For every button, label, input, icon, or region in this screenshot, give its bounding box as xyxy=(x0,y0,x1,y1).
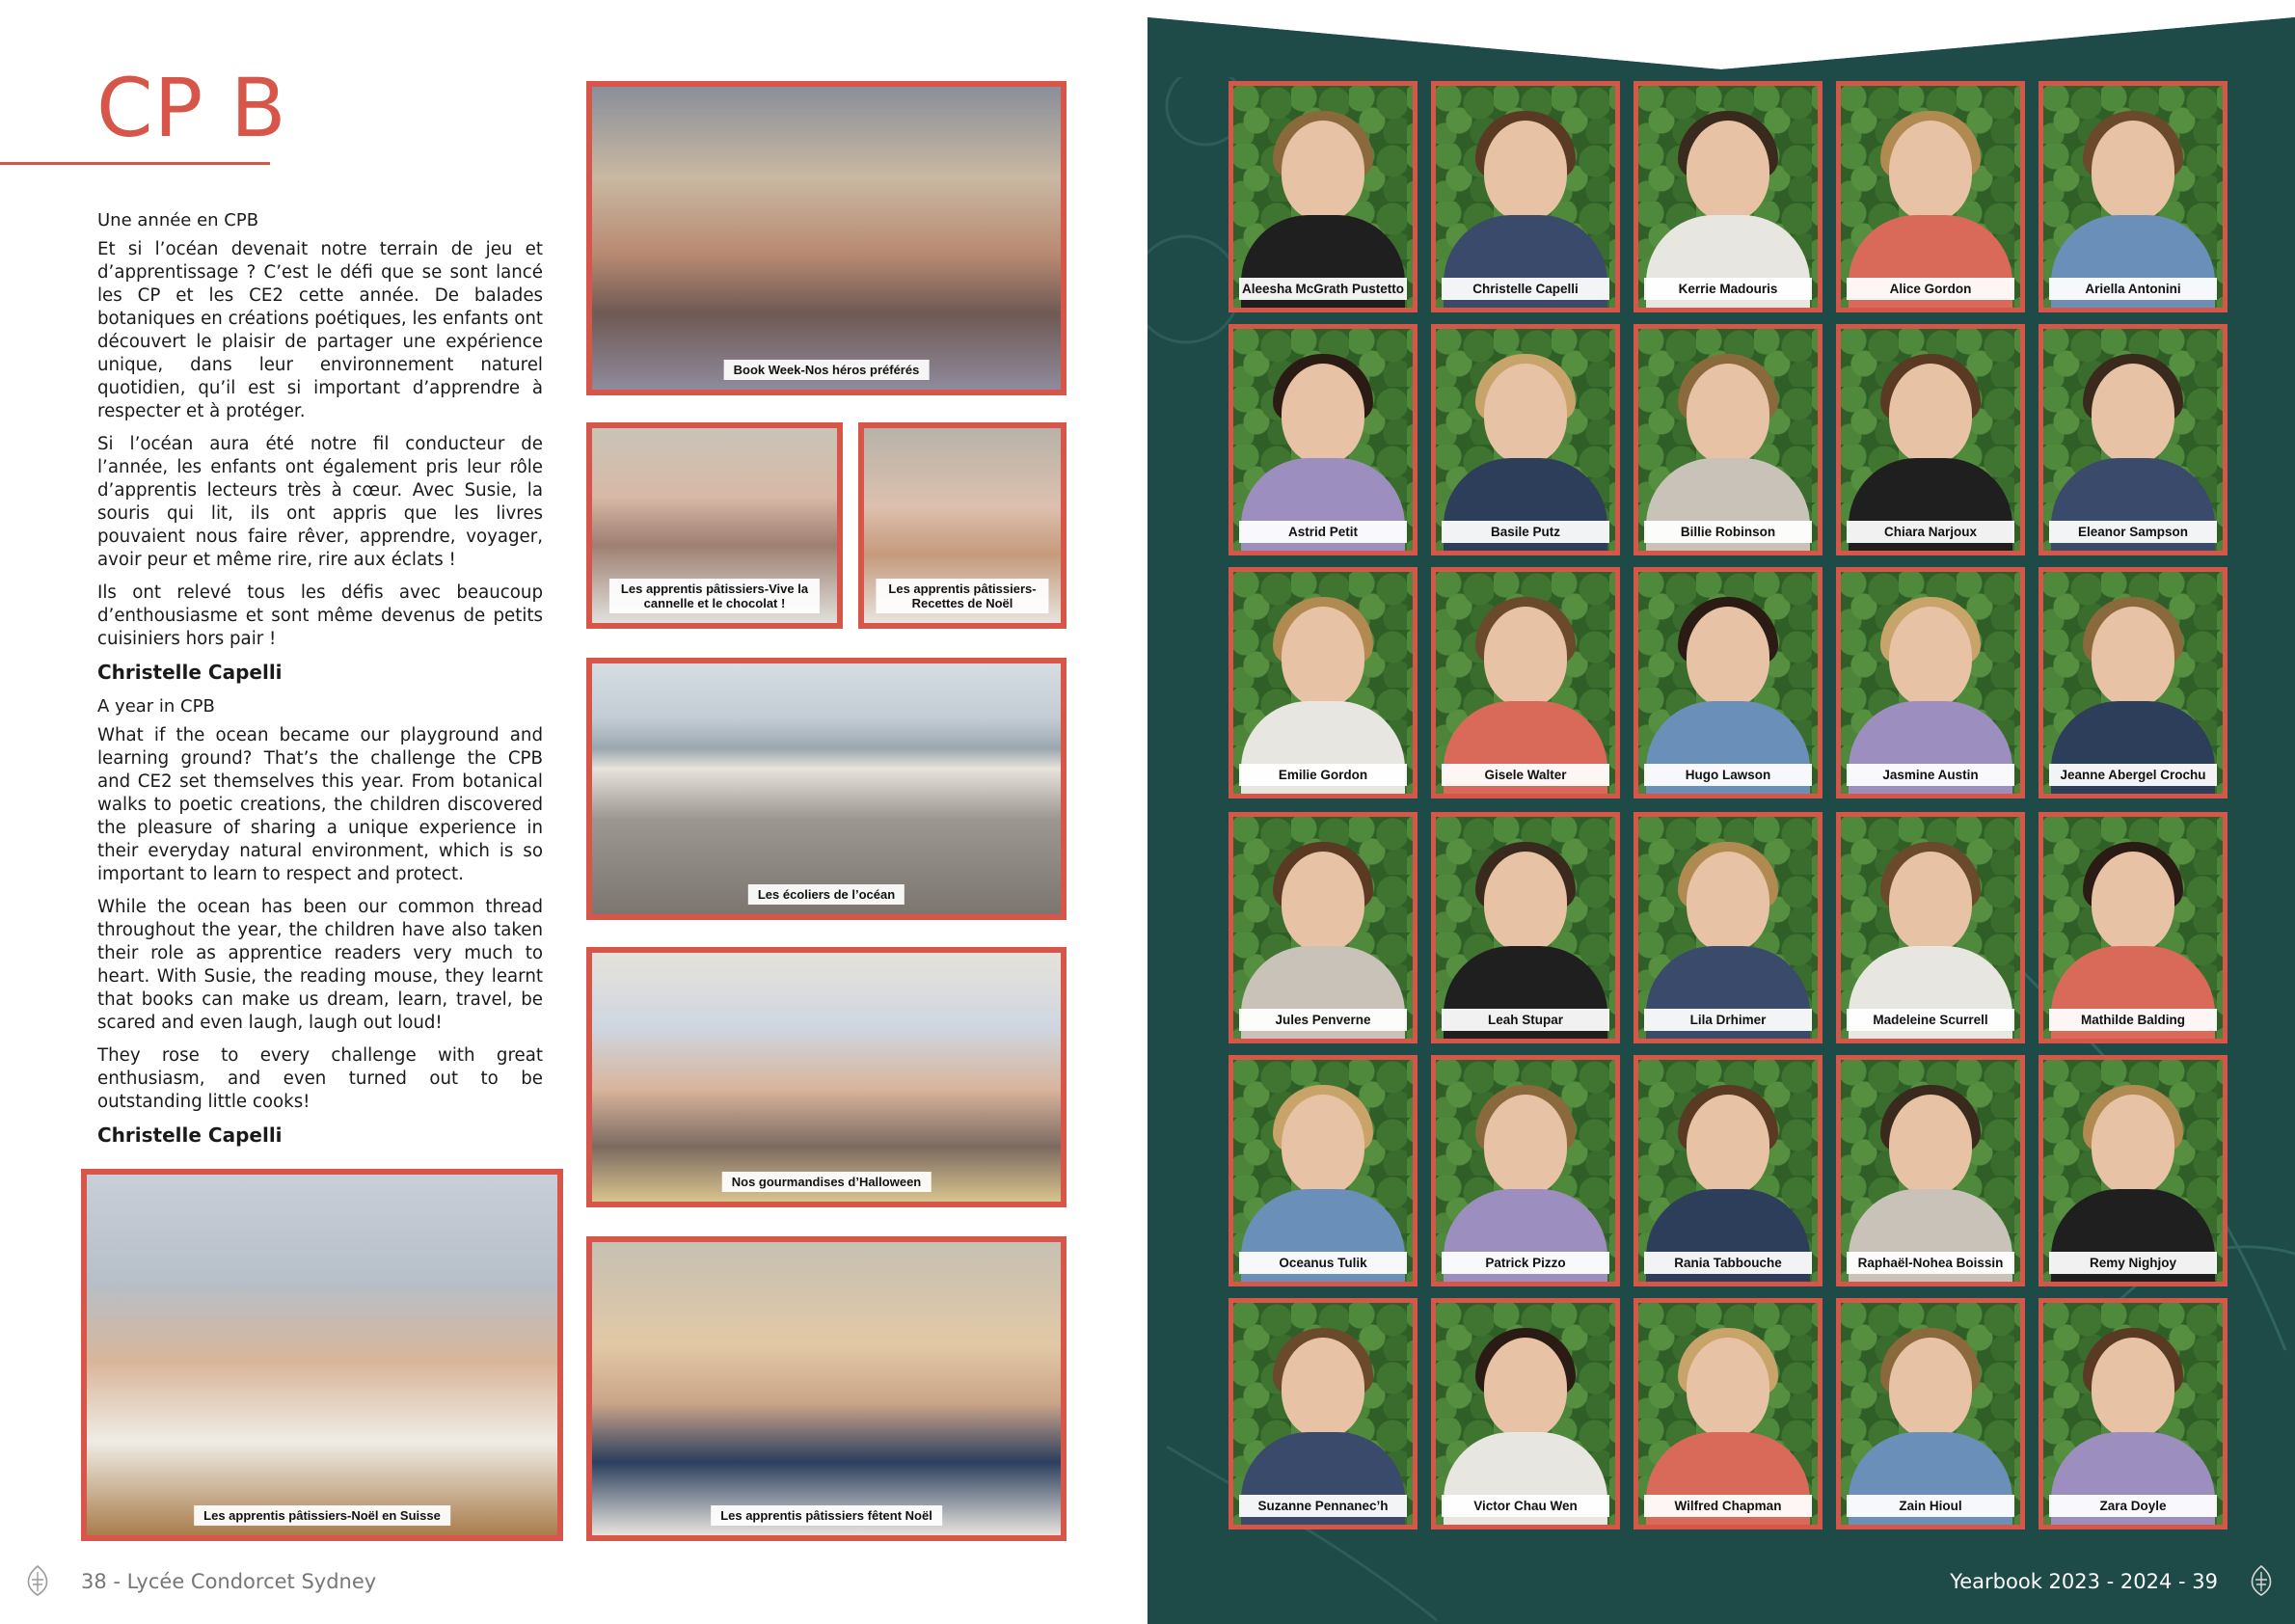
photo-halloween xyxy=(586,947,1066,1207)
french-paragraph: Si l’océan aura été notre fil conducteur de l’année, les enfants ont également pris leur rôle d’apprentis lecteurs très à cœur. Avec Susie, la souris qui lit, ils ont appris que les livres pouvaient nous faire rêver, apprendre, voyager, avoir peur et même rire, rire aux éclats ! xyxy=(97,434,543,570)
portrait-name: Patrick Pizzo xyxy=(1442,1252,1609,1274)
photo-caption: Les écoliers de l’océan xyxy=(748,884,904,905)
school-crest-icon xyxy=(21,1564,54,1597)
portrait-face xyxy=(1282,121,1364,221)
portrait-face xyxy=(1687,607,1769,707)
photo-noel-suisse xyxy=(81,1169,563,1541)
portrait-name: Alice Gordon xyxy=(1847,278,2014,300)
portrait-card xyxy=(1634,1055,1822,1286)
portrait-name: Billie Robinson xyxy=(1644,521,1812,543)
portrait-name: Victor Chau Wen xyxy=(1442,1495,1609,1517)
portrait-face xyxy=(1282,1095,1364,1195)
photo-caption: Book Week-Nos héros préférés xyxy=(724,360,930,380)
portrait-name: Jules Penverne xyxy=(1239,1009,1407,1031)
page-footer-left: 38 - Lycée Condorcet Sydney xyxy=(81,1570,377,1593)
portrait-name: Raphaël-Nohea Boissin xyxy=(1847,1252,2014,1274)
portrait-card xyxy=(2038,81,2228,312)
portrait-face xyxy=(1889,607,1972,707)
photo-recettes-noel xyxy=(858,422,1066,629)
portrait-face xyxy=(1889,852,1972,952)
portrait-card xyxy=(1634,812,1822,1043)
portrait-name: Astrid Petit xyxy=(1239,521,1407,543)
photo-book-week xyxy=(586,81,1066,395)
photo-caption: Les apprentis pâtissiers-Vive la cannelle et le chocolat ! xyxy=(609,579,820,613)
portrait-name: Lila Drhimer xyxy=(1644,1009,1812,1031)
portrait-face xyxy=(2092,607,2174,707)
portrait-card xyxy=(2038,1298,2228,1529)
portrait-face xyxy=(1687,1095,1769,1195)
photo-caption: Les apprentis pâtissiers-Noël en Suisse xyxy=(194,1505,450,1526)
photo-caption: Nos gourmandises d’Halloween xyxy=(722,1172,932,1192)
portrait-card xyxy=(1431,812,1620,1043)
portrait-face xyxy=(2092,1338,2174,1438)
portrait-face xyxy=(1889,1338,1972,1438)
portrait-card xyxy=(1228,1298,1418,1529)
portrait-face xyxy=(2092,852,2174,952)
portrait-face xyxy=(1687,121,1769,221)
right-page xyxy=(1148,0,2295,1624)
portrait-card xyxy=(1634,1298,1822,1529)
english-paragraph: What if the ocean became our playground and learning ground? That’s the challenge the CPB and CE2 set themselves this year. From botanical walks to poetic creations, the children discovered the pleasure of sharing a unique experience in their everyday natural environment, which is so important to learn to respect and protect. xyxy=(97,725,543,884)
french-heading: Une année en CPB xyxy=(97,210,259,230)
photo-cannelle-chocolat xyxy=(586,422,843,629)
portrait-face xyxy=(1484,607,1567,707)
top-notch-shape xyxy=(1148,0,2295,77)
french-signature: Christelle Capelli xyxy=(97,661,283,684)
portrait-name: Emilie Gordon xyxy=(1239,764,1407,786)
portrait-card xyxy=(2038,812,2228,1043)
portrait-face xyxy=(1282,1338,1364,1438)
title-underline xyxy=(0,162,270,165)
portrait-name: Zain Hioul xyxy=(1847,1495,2014,1517)
portrait-face xyxy=(2092,121,2174,221)
photo-caption: Les apprentis pâtissiers-Recettes de Noël xyxy=(876,579,1048,613)
portrait-face xyxy=(1484,852,1567,952)
photo-ocean xyxy=(586,658,1066,920)
portrait-face xyxy=(1484,364,1567,464)
portrait-face xyxy=(1889,364,1972,464)
portrait-name: Kerrie Madouris xyxy=(1644,278,1812,300)
portrait-card xyxy=(1836,81,2025,312)
portrait-card xyxy=(1431,1055,1620,1286)
portrait-name: Mathilde Balding xyxy=(2049,1009,2217,1031)
portrait-card xyxy=(1836,567,2025,798)
portrait-name: Jasmine Austin xyxy=(1847,764,2014,786)
portrait-card xyxy=(1836,812,2025,1043)
portrait-card xyxy=(1431,324,1620,555)
portrait-name: Madeleine Scurrell xyxy=(1847,1009,2014,1031)
portrait-card xyxy=(2038,567,2228,798)
portrait-face xyxy=(1484,121,1567,221)
portrait-card xyxy=(1431,1298,1620,1529)
portrait-card xyxy=(1836,324,2025,555)
portrait-name: Aleesha McGrath Pustetto xyxy=(1239,278,1407,300)
portrait-card xyxy=(1431,567,1620,798)
portrait-face xyxy=(2092,364,2174,464)
portrait-name: Christelle Capelli xyxy=(1442,278,1609,300)
portrait-card xyxy=(1228,324,1418,555)
english-paragraph: While the ocean has been our common thread throughout the year, the children have also taken their role as apprentice readers very much to heart. With Susie, the reading mouse, they learnt that books can make us dream, learn, travel, be scared and even laugh, laugh out loud! xyxy=(97,897,543,1033)
portrait-name: Chiara Narjoux xyxy=(1847,521,2014,543)
portrait-card xyxy=(1228,81,1418,312)
portrait-card xyxy=(2038,324,2228,555)
portrait-name: Rania Tabbouche xyxy=(1644,1252,1812,1274)
portrait-face xyxy=(1687,1338,1769,1438)
portrait-card xyxy=(1228,567,1418,798)
portrait-face xyxy=(1282,852,1364,952)
portrait-name: Ariella Antonini xyxy=(2049,278,2217,300)
photo-fetent-noel xyxy=(586,1236,1066,1541)
portrait-card xyxy=(1228,1055,1418,1286)
portrait-name: Remy Nighjoy xyxy=(2049,1252,2217,1274)
english-text-block xyxy=(97,696,543,1147)
french-text-block xyxy=(97,210,543,684)
portrait-card xyxy=(2038,1055,2228,1286)
portrait-face xyxy=(1282,364,1364,464)
portrait-name: Gisele Walter xyxy=(1442,764,1609,786)
english-heading: A year in CPB xyxy=(97,696,215,717)
portrait-card xyxy=(1634,567,1822,798)
school-crest-icon xyxy=(2245,1564,2278,1597)
english-paragraph: They rose to every challenge with great enthusiasm, and even turned out to be outstanding little cooks! xyxy=(97,1045,543,1112)
portrait-name: Hugo Lawson xyxy=(1644,764,1812,786)
portrait-name: Leah Stupar xyxy=(1442,1009,1609,1031)
portrait-name: Zara Doyle xyxy=(2049,1495,2217,1517)
portrait-name: Jeanne Abergel Crochu xyxy=(2049,764,2217,786)
portrait-face xyxy=(1484,1338,1567,1438)
portrait-face xyxy=(2092,1095,2174,1195)
portrait-name: Eleanor Sampson xyxy=(2049,521,2217,543)
page-footer-right: Yearbook 2023 - 2024 - 39 xyxy=(1950,1570,2218,1593)
portrait-face xyxy=(1282,607,1364,707)
portrait-name: Oceanus Tulik xyxy=(1239,1252,1407,1274)
portrait-name: Suzanne Pennanec’h xyxy=(1239,1495,1407,1517)
portrait-card xyxy=(1228,812,1418,1043)
portrait-face xyxy=(1889,1095,1972,1195)
portrait-card xyxy=(1836,1055,2025,1286)
page-title: CP B xyxy=(96,61,287,155)
portrait-face xyxy=(1889,121,1972,221)
english-signature: Christelle Capelli xyxy=(97,1123,283,1147)
portrait-card xyxy=(1634,81,1822,312)
french-paragraph: Ils ont relevé tous les défis avec beaucoup d’enthousiasme et sont même devenus de petits cuisiniers hors pair ! xyxy=(97,582,543,649)
portrait-face xyxy=(1687,364,1769,464)
portrait-card xyxy=(1634,324,1822,555)
portrait-card xyxy=(1431,81,1620,312)
portrait-name: Wilfred Chapman xyxy=(1644,1495,1812,1517)
photo-caption: Les apprentis pâtissiers fêtent Noël xyxy=(711,1505,942,1526)
portrait-face xyxy=(1484,1095,1567,1195)
portrait-face xyxy=(1687,852,1769,952)
portrait-card xyxy=(1836,1298,2025,1529)
portrait-name: Basile Putz xyxy=(1442,521,1609,543)
french-paragraph: Et si l’océan devenait notre terrain de jeu et d’apprentissage ? C’est le défi que se sont lancé les CP et les CE2 cette année. De balades botaniques en créations poétiques, les enfants ont découvert le plaisir de partager une expérience unique, dans leur environnement naturel quotidien, qu’il est si important d’apprendre à respecter et à protéger. xyxy=(97,239,543,421)
